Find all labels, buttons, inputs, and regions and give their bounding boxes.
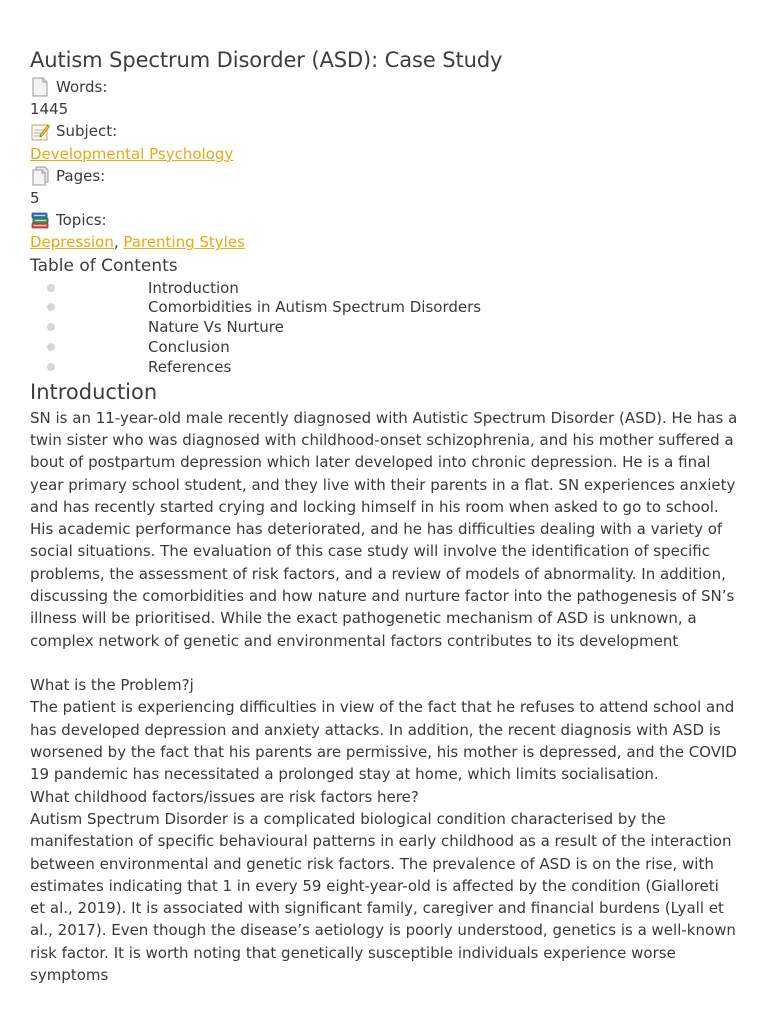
bullet-icon: [47, 284, 55, 292]
subject-value-row: [30, 143, 738, 165]
pages-value: 5: [30, 189, 40, 208]
toc-item-label: References: [148, 357, 232, 376]
memo-icon: [30, 122, 50, 142]
toc-item-label: Introduction: [148, 278, 239, 297]
toc-item-introduction[interactable]: [30, 279, 738, 299]
subject-label: Subject:: [56, 122, 118, 141]
words-label: Words:: [56, 78, 108, 96]
document-icon: [30, 77, 50, 97]
subject-meta: [30, 120, 738, 142]
problem-paragraph: The patient is experiencing difficulties in view of the fact that he refuses to attend school and has developed depression and anxiety attacks. In addition, the recent diagnosis with ASD is worsened by the fact that his parents are permissive, his mother is depressed, and the COVID 19 pandemic has necessitated a prolonged stay at home, which limits socialisation.: [30, 698, 737, 784]
paragraph-spacer: [30, 652, 738, 674]
risk-factors-paragraph: Autism Spectrum Disorder is a complicated biological condition characterised by the manifestation of specific behavioural patterns in early childhood as a result of the interaction between environmental and genetic risk factors. The prevalence of ASD is on the rise, with estimates indicating that 1 in every 59 eight-year-old is affected by the condition (Gialloreti et al., 2019). It is associated with significant family, caregiver and financial burdens (Lyall et al., 2017). Even though the disease’s aetiology is poorly understood, genetics is a well-known risk factor. It is worth noting that genetically susceptible individuals experience worse symptoms: [30, 809, 736, 985]
toc-item-nature-vs-nurture[interactable]: [30, 318, 738, 338]
topic-link-depression[interactable]: Depression: [30, 233, 114, 252]
bullet-icon: [47, 343, 55, 351]
toc-item-comorbidities[interactable]: [30, 298, 738, 318]
toc-list: [30, 279, 738, 378]
pages-label: Pages:: [56, 166, 106, 185]
words-meta: [30, 76, 738, 98]
topic-link-parenting-styles[interactable]: Parenting Styles: [123, 233, 245, 252]
bullet-icon: [47, 363, 55, 371]
bullet-icon: [47, 303, 55, 311]
subject-link[interactable]: Developmental Psychology: [30, 144, 234, 163]
toc-item-label: Conclusion: [148, 338, 230, 357]
topics-label: Topics:: [56, 211, 107, 230]
books-icon: [30, 210, 50, 230]
toc-item-references[interactable]: [30, 358, 738, 378]
toc-item-label: Nature Vs Nurture: [148, 318, 284, 337]
page-title: Autism Spectrum Disorder (ASD): Case Study: [30, 48, 503, 72]
question-problem: What is the Problem?j: [30, 676, 194, 695]
intro-paragraph: SN is an 11-year-old male recently diagnosed with Autistic Spectrum Disorder (ASD). He has a twin sister who was diagnosed with childhood-onset schizophrenia, and his mother suffered a bout of postpartum depression which later developed into chronic depression. He is a final year primary school student, and they live with their parents in a flat. SN experiences anxiety and has recently started crying and locking himself in his room when asked to go to school. His academic performance has deteriorated, and he has difficulties dealing with a variety of social situations. The evaluation of this case study will involve the identification of specific problems, the assessment of risk factors, and a review of models of abnormality. In addition, discussing the comorbidities and how nature and nurture factor into the pathogenesis of SN’s illness will be prioritised. While the exact pathogenetic mechanism of ASD is unknown, a complex network of genetic and environmental factors contributes to its development: [30, 408, 738, 650]
topic-separator: ,: [113, 233, 119, 252]
toc-item-conclusion[interactable]: [30, 338, 738, 358]
words-value: 1445: [30, 100, 69, 119]
toc-item-label: Comorbidities in Autism Spectrum Disorders: [148, 298, 482, 317]
pages-meta: [30, 165, 738, 187]
bullet-icon: [47, 323, 55, 331]
toc-title: Table of Contents: [30, 255, 178, 276]
section-heading-introduction: Introduction: [30, 379, 158, 404]
pages-icon: [30, 166, 50, 186]
topics-value-row: [30, 231, 738, 253]
topics-meta: [30, 209, 738, 231]
question-risk-factors: What childhood factors/issues are risk factors here?: [30, 787, 419, 806]
